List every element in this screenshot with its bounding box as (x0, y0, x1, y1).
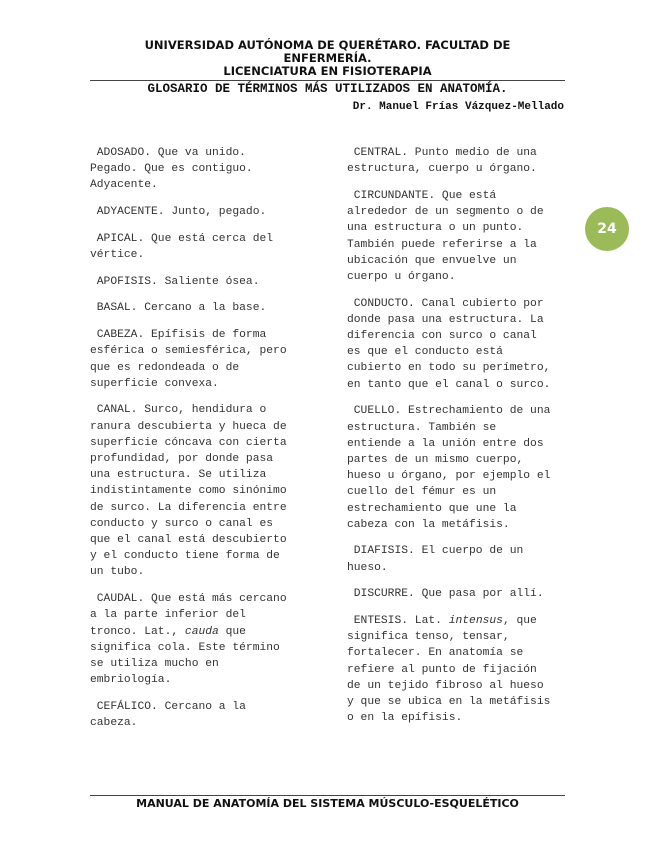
entry-line: significa tenso, tensar, (347, 631, 510, 644)
header-line: UNIVERSIDAD AUTÓNOMA DE QUERÉTARO. FACULTAD DE (144, 38, 511, 52)
entry-line: refiere al punto de fijación (347, 663, 537, 676)
entry-line: CEFÁLICO. Cercano a la (90, 700, 246, 713)
entry-line: CABEZA. Epífisis de forma (90, 329, 267, 342)
entry-line: cubierto en todo su perímetro, (347, 362, 551, 375)
entry-line (347, 613, 577, 629)
entry-line: se utiliza mucho en (90, 657, 219, 670)
entry-line: estrechamiento que une la (347, 502, 517, 515)
entry-line: partes de un mismo cuerpo, (347, 453, 524, 466)
entry-line: diferencia con surco o canal (347, 330, 537, 343)
glossary-entry (347, 586, 577, 602)
entry-line: Pegado. Que es contiguo. (90, 163, 253, 176)
footer-rule (90, 795, 565, 796)
glossary-entry (347, 296, 577, 393)
entry-line: DIAFISIS. El cuerpo de un (347, 545, 524, 558)
entry-line: esférica o semiesférica, pero (90, 345, 287, 358)
entry-line: o en la epífisis. (347, 712, 463, 725)
entry-line: un tubo. (90, 566, 145, 579)
entry-line: superficie convexa. (90, 377, 219, 390)
glossary-entry (90, 402, 320, 580)
glossary-entry (347, 543, 577, 575)
entry-line: vértice. (90, 249, 145, 262)
page-footer: MANUAL DE ANATOMÍA DEL SISTEMA MÚSCULO-ESQUELÉTICO (136, 797, 519, 810)
entry-line: a la parte inferior del (90, 609, 246, 622)
entry-line: cabeza con la metáfisis. (347, 518, 510, 531)
entry-line: cuello del fémur es un (347, 486, 497, 499)
author: Dr. Manuel Frías Vázquez-Mellado (352, 101, 564, 113)
entry-line: que es redondeada o de (90, 361, 240, 374)
text-segment: que (218, 625, 246, 638)
entry-line: cabeza. (90, 717, 138, 730)
entry-line: CIRCUNDANTE. Que está (347, 189, 497, 202)
entry-line: ADOSADO. Que va unido. (90, 147, 246, 159)
entry-line: alrededor de un segmento o de (347, 206, 544, 219)
entry-line: de un tejido fibroso al hueso (347, 679, 544, 692)
entry-line: ADYACENTE. Junto, pegado. (90, 206, 267, 219)
header-line: ENFERMERÍA. (283, 51, 372, 65)
glossary-entry (90, 231, 320, 263)
entry-line: CENTRAL. Punto medio de una (347, 147, 537, 159)
entry-line: ranura descubierta y hueca de (90, 420, 287, 433)
entry-line: estructura. También se (347, 421, 497, 434)
entry-line: donde pasa una estructura. La (347, 313, 544, 326)
glossary-entry (90, 274, 320, 290)
glossary-entry (347, 613, 577, 726)
glossary-column-left (90, 145, 320, 742)
italic-term: intensus (448, 615, 503, 628)
glossary-entry (90, 699, 320, 731)
entry-line: hueso u órgano, por ejemplo el (347, 470, 551, 483)
entry-line: conducto y surco o canal es (90, 517, 274, 530)
entry-line: embriología. (90, 674, 172, 687)
glossary-entry (90, 204, 320, 220)
institution-header (90, 39, 565, 78)
entry-line: CANAL. Surco, hendidura o (90, 404, 267, 417)
glossary-entry (347, 145, 577, 177)
entry-line: CAUDAL. Que está más cercano (90, 593, 287, 606)
entry-line: una estructura o un punto. (347, 222, 524, 235)
italic-term: cauda (184, 625, 219, 638)
glossary-entry (90, 327, 320, 392)
text-segment: tronco. Lat., (90, 625, 185, 638)
entry-line (90, 624, 320, 640)
entry-line: fortalecer. En anatomía se (347, 647, 524, 660)
entry-line: indistintamente como sinónimo (90, 485, 287, 498)
entry-line: estructura, cuerpo u órgano. (347, 163, 537, 176)
entry-line: entiende a la unión entre dos (347, 437, 544, 450)
glossary-entry (90, 591, 320, 688)
entry-line: hueso. (347, 561, 388, 574)
entry-line: superficie cóncava con cierta (90, 436, 287, 449)
page-title: GLOSARIO DE TÉRMINOS MÁS UTILIZADOS EN ANATOMÍA. (147, 82, 508, 96)
entry-line: una estructura. Se utiliza (90, 469, 267, 482)
glossary-entry (347, 188, 577, 285)
text-segment: ENTESIS. Lat. (347, 615, 449, 628)
entry-line: CONDUCTO. Canal cubierto por (347, 297, 544, 310)
header-rule (90, 80, 565, 81)
glossary-entry (90, 145, 320, 194)
entry-line: que el canal está descubierto (90, 534, 287, 547)
entry-line: en tanto que el canal o surco. (347, 378, 551, 391)
entry-line: Adyacente. (90, 179, 158, 192)
entry-line: DISCURRE. Que pasa por allí. (347, 588, 544, 601)
glossary-entry (347, 403, 577, 533)
glossary-column-right (347, 145, 577, 737)
entry-line: profundidad, por donde pasa (90, 453, 274, 466)
entry-line: y que se ubica en la metáfisis (347, 696, 551, 709)
entry-line: y el conducto tiene forma de (90, 550, 280, 563)
entry-line: cuerpo u órgano. (347, 270, 456, 283)
glossary-entry (90, 300, 320, 316)
entry-line: de surco. La diferencia entre (90, 501, 287, 514)
entry-line: ubicación que envuelve un (347, 254, 517, 267)
header-line: LICENCIATURA EN FISIOTERAPIA (223, 64, 432, 78)
entry-line: CUELLO. Estrechamiento de una (347, 405, 551, 418)
entry-line: También puede referirse a la (347, 238, 537, 251)
text-segment: , que (502, 615, 537, 628)
entry-line: significa cola. Este término (90, 641, 280, 654)
entry-line: es que el conducto está (347, 346, 503, 359)
entry-line: BASAL. Cercano a la base. (90, 302, 267, 315)
page-number-badge: 24 (585, 207, 629, 251)
entry-line: APICAL. Que está cerca del (90, 232, 274, 245)
entry-line: APOFISIS. Saliente ósea. (90, 275, 260, 288)
